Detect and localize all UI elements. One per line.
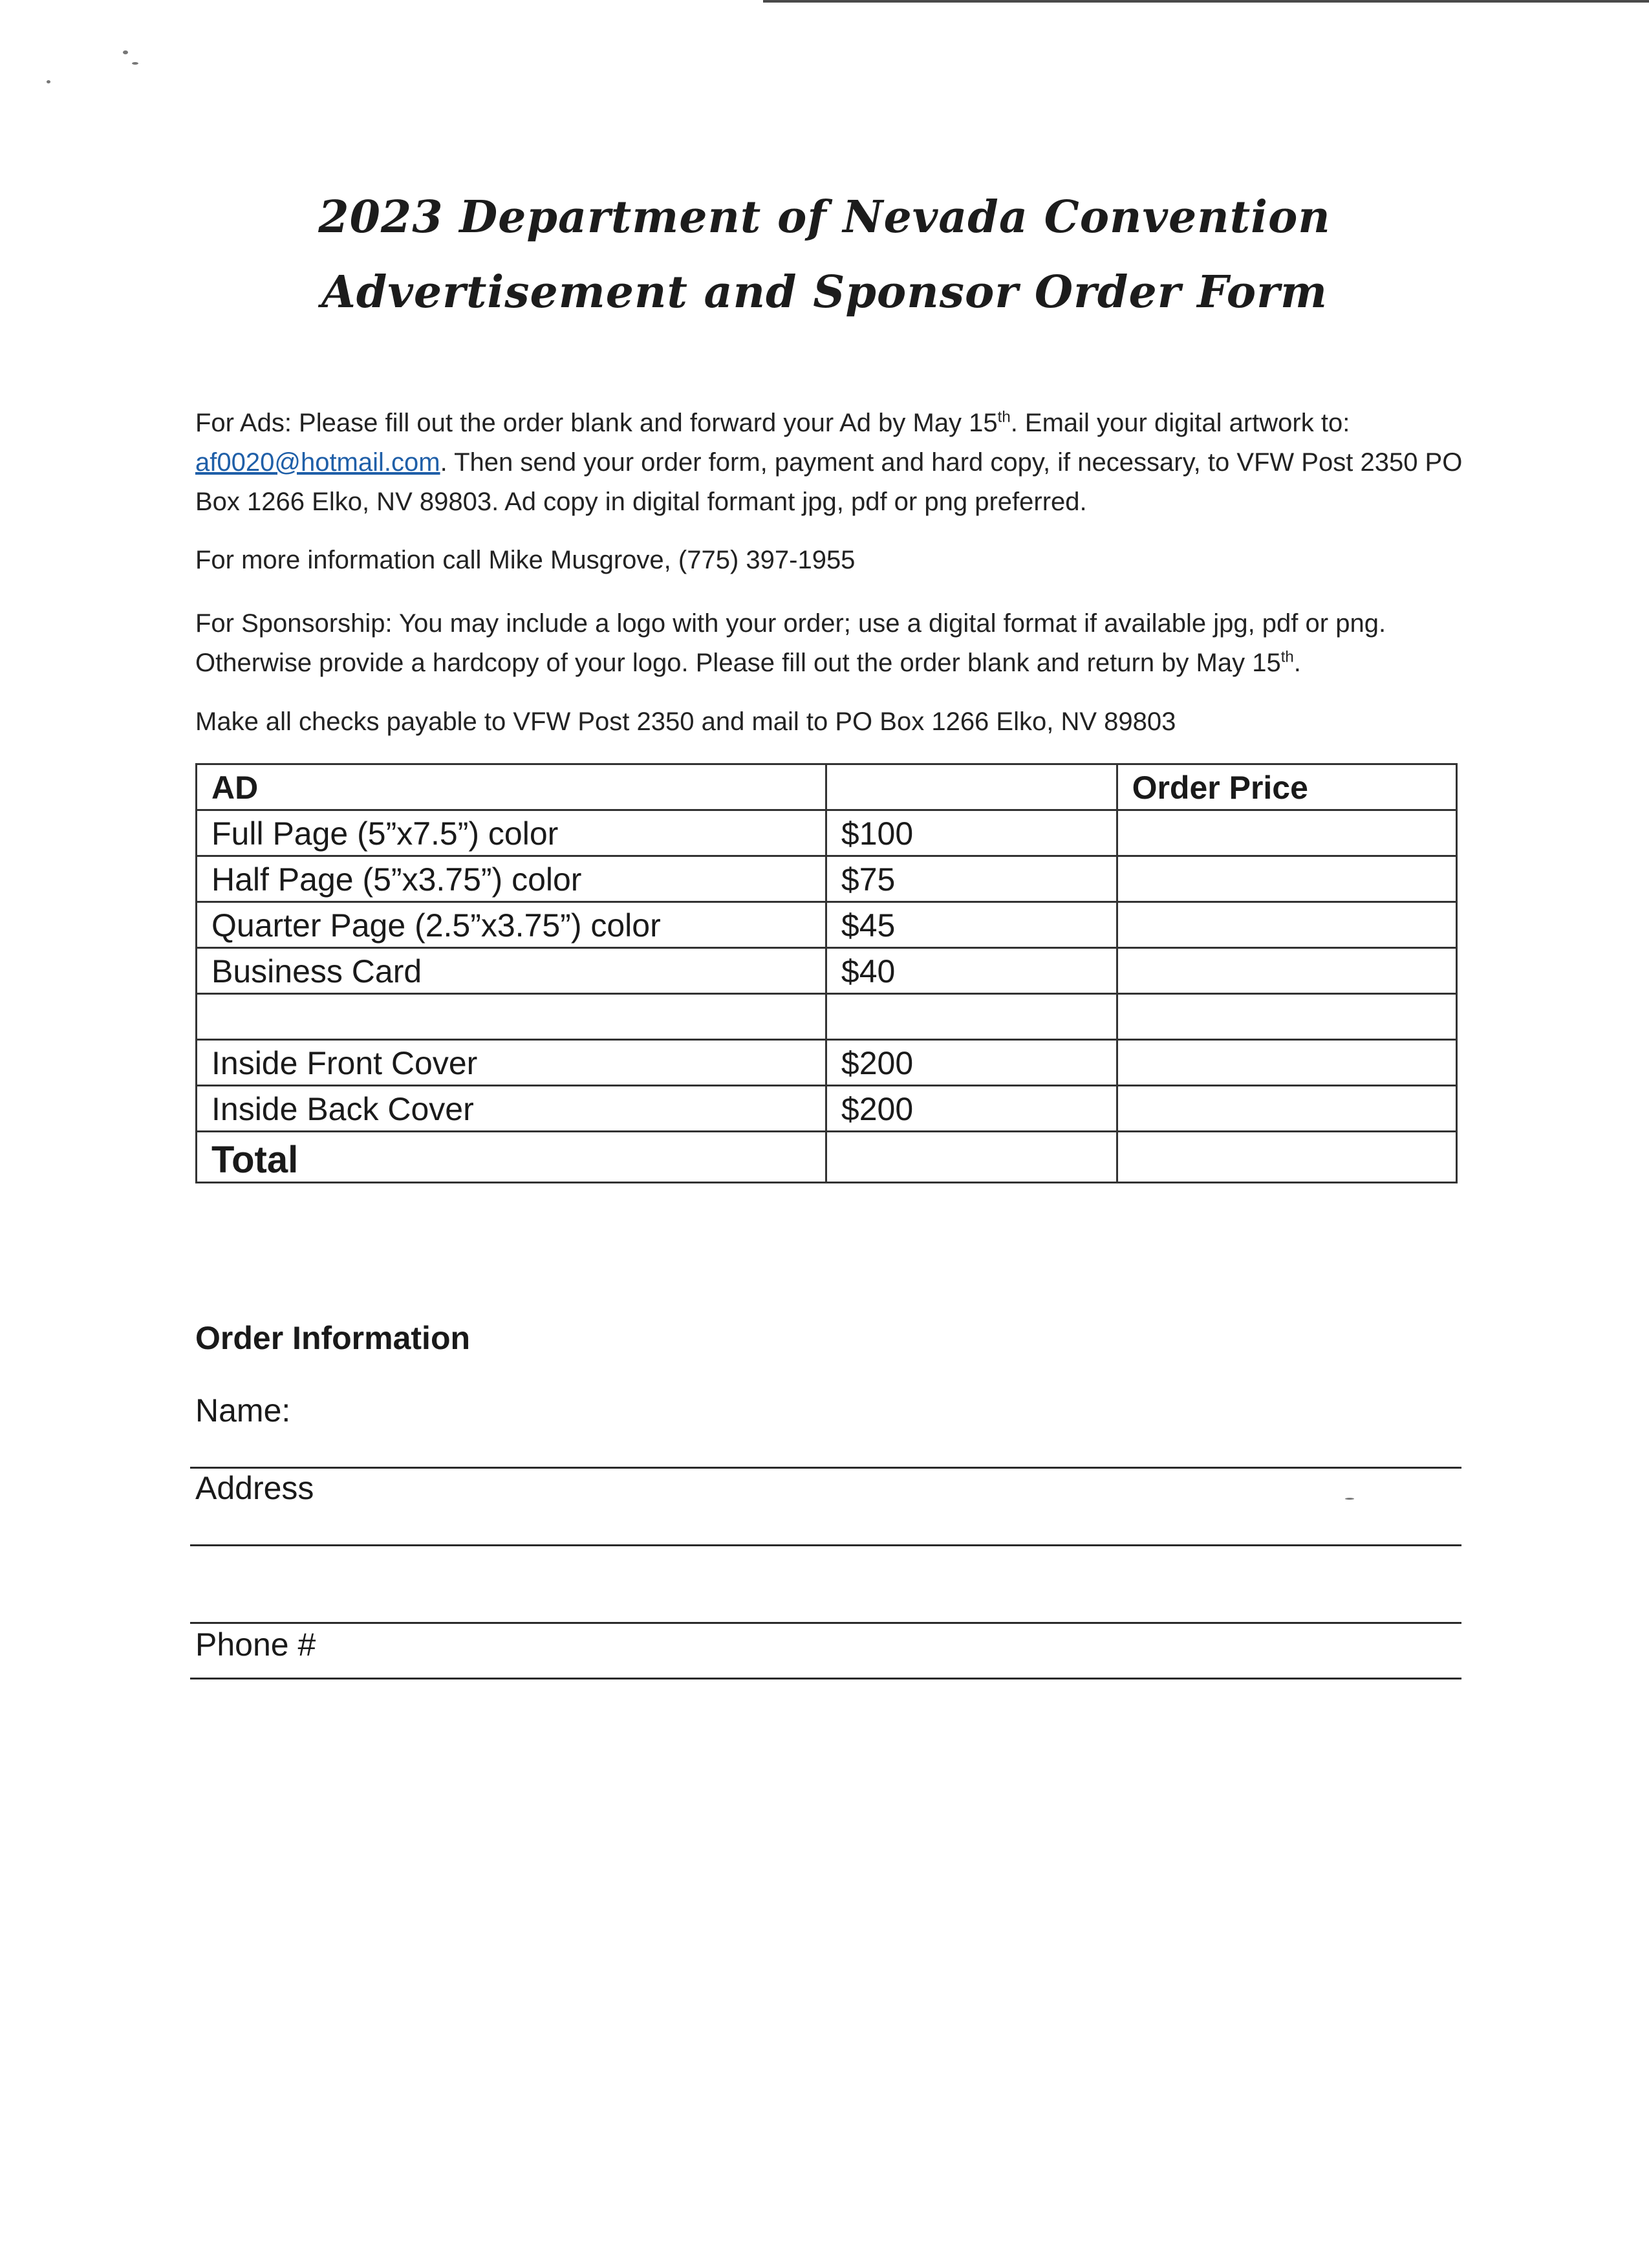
ad-type-cell: Full Page (5”x7.5”) color xyxy=(197,810,826,856)
ad-order-table xyxy=(195,763,1458,1183)
ad-type-cell: Half Page (5”x3.75”) color xyxy=(197,856,826,902)
table-row xyxy=(197,994,1457,1040)
contact-info: For more information call Mike Musgrove, (775) 397-1955 xyxy=(195,546,856,574)
order-price-input[interactable] xyxy=(1117,994,1456,1040)
ad-type-cell: Inside Front Cover xyxy=(197,1040,826,1086)
scan-speck xyxy=(132,62,138,65)
price-cell: $40 xyxy=(826,948,1117,994)
ads-text-2: . Email your digital artwork to: xyxy=(1010,409,1350,437)
address-line-1[interactable] xyxy=(190,1544,1461,1546)
ad-type-cell: Inside Back Cover xyxy=(197,1086,826,1132)
price-cell: $100 xyxy=(826,810,1117,856)
sponsor-text-2: . xyxy=(1293,649,1301,677)
table-row xyxy=(197,902,1457,948)
price-cell: $200 xyxy=(826,1040,1117,1086)
phone-label: Phone # xyxy=(195,1626,316,1663)
scan-speck xyxy=(123,50,128,54)
ads-instructions xyxy=(195,404,1489,522)
address-label: Address xyxy=(195,1470,314,1506)
phone-line[interactable] xyxy=(190,1678,1461,1679)
table-header-row xyxy=(197,764,1457,810)
name-label: Name: xyxy=(195,1392,291,1429)
table-total-row xyxy=(197,1132,1457,1183)
price-cell: $200 xyxy=(826,1086,1117,1132)
ads-text-1: For Ads: Please fill out the order blank and forward your Ad by May 15 xyxy=(195,409,998,437)
scan-speck xyxy=(1345,1498,1354,1500)
sponsor-text-1: For Sponsorship: You may include a logo with your order; use a digital format if available jpg, pdf or png. Otherwise provide a hardcopy of your logo. Please fill out the order blank and return by May 15 xyxy=(195,609,1386,677)
order-price-input[interactable] xyxy=(1117,1086,1456,1132)
header-order-price: Order Price xyxy=(1117,764,1456,810)
price-cell xyxy=(826,994,1117,1040)
name-line[interactable] xyxy=(190,1467,1461,1469)
form-title-line-1: 2023 Department of Nevada Convention xyxy=(318,191,1331,243)
checks-instructions: Make all checks payable to VFW Post 2350 and mail to PO Box 1266 Elko, NV 89803 xyxy=(195,707,1176,736)
ad-type-cell xyxy=(197,994,826,1040)
ad-type-cell: Business Card xyxy=(197,948,826,994)
scan-speck xyxy=(47,80,50,83)
table-row xyxy=(197,948,1457,994)
total-order-price-input[interactable] xyxy=(1117,1132,1456,1183)
order-price-input[interactable] xyxy=(1117,810,1456,856)
order-price-input[interactable] xyxy=(1117,948,1456,994)
header-price xyxy=(826,764,1117,810)
table-row xyxy=(197,1086,1457,1132)
table-row xyxy=(197,856,1457,902)
scan-edge xyxy=(763,0,1649,3)
address-line-2[interactable] xyxy=(190,1622,1461,1624)
table-row xyxy=(197,1040,1457,1086)
ads-superscript: th xyxy=(997,408,1011,426)
ads-text-3: . Then send your order form, payment and hard copy, if necessary, to VFW Post 2350 PO Box 1266 Elko, NV 89803. Ad copy in digital formant jpg, pdf or png preferred. xyxy=(195,448,1463,516)
total-price-cell[interactable] xyxy=(826,1132,1117,1183)
order-information-heading: Order Information xyxy=(195,1320,471,1356)
form-title-line-2: Advertisement and Sponsor Order Form xyxy=(321,266,1328,318)
price-cell: $45 xyxy=(826,902,1117,948)
ad-type-cell: Quarter Page (2.5”x3.75”) color xyxy=(197,902,826,948)
sponsor-instructions xyxy=(195,604,1489,683)
total-label: Total xyxy=(197,1132,826,1183)
order-price-input[interactable] xyxy=(1117,902,1456,948)
order-price-input[interactable] xyxy=(1117,1040,1456,1086)
email-link[interactable]: af0020@hotmail.com xyxy=(195,448,440,477)
order-price-input[interactable] xyxy=(1117,856,1456,902)
price-cell: $75 xyxy=(826,856,1117,902)
table-row xyxy=(197,810,1457,856)
header-ad: AD xyxy=(197,764,826,810)
sponsor-superscript: th xyxy=(1280,648,1294,666)
